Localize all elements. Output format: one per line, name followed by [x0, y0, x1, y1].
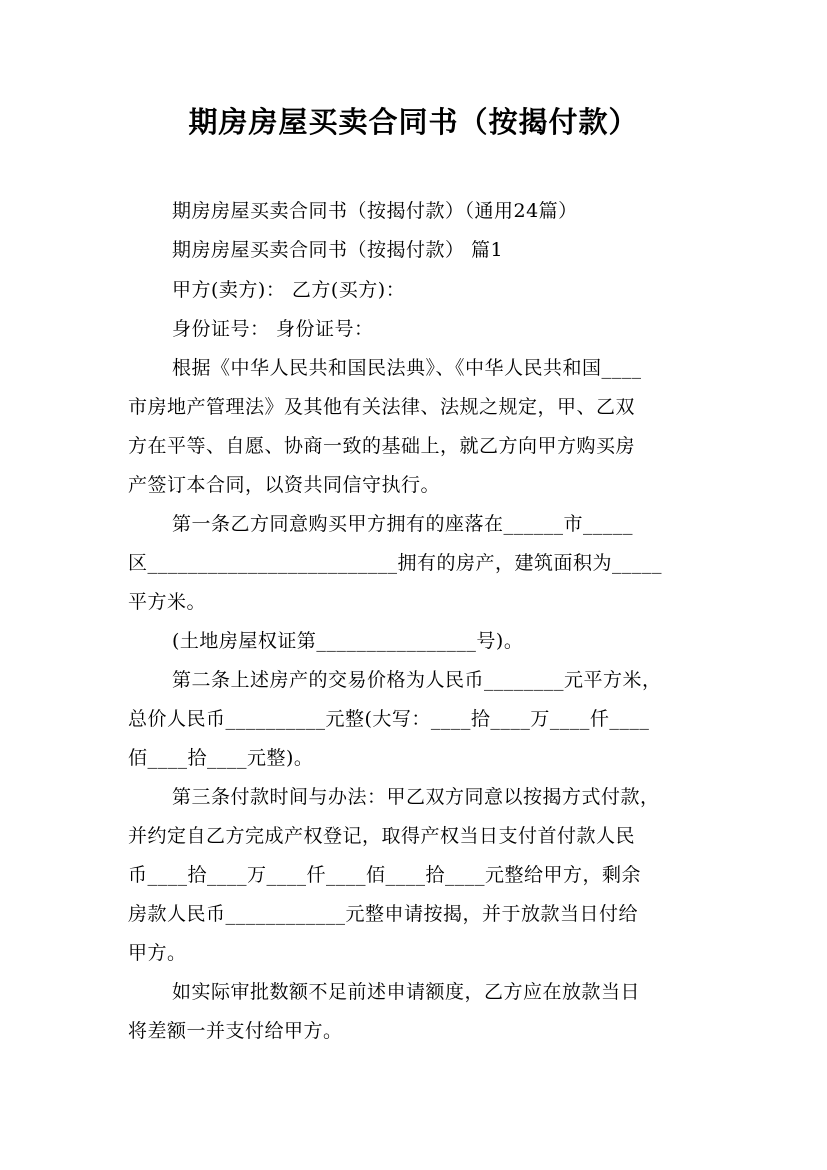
paragraph-line: 第一条乙方同意购买甲方拥有的座落在______市_____ — [172, 513, 634, 535]
paragraph-line: 根据《中华人民共和国民法典》、《中华人民共和国____ — [172, 357, 642, 379]
paragraph-line: 币____拾____万____仟____佰____拾____元整给甲方，剩余 — [128, 864, 642, 886]
paragraph-line: 佰____拾____元整)。 — [128, 747, 314, 769]
subtitle-collection: 期房房屋买卖合同书（按揭付款）（通用24篇） — [172, 200, 578, 222]
paragraph-line: 并约定自乙方完成产权登记，取得产权当日支付首付款人民 — [128, 825, 636, 847]
paragraph-line: 第二条上述房产的交易价格为人民币________元平方米， — [172, 669, 662, 691]
paragraph-line: 如实际审批数额不足前述申请额度，乙方应在放款当日 — [172, 981, 641, 1003]
paragraph-line: 将差额一并支付给甲方。 — [128, 1020, 343, 1042]
paragraph-line: 房款人民币____________元整申请按揭，并于放款当日付给 — [128, 903, 639, 925]
paragraph-line: 市房地产管理法》及其他有关法律、法规之规定，甲、乙双 — [128, 396, 636, 418]
document-title: 期房房屋买卖合同书（按揭付款） — [188, 105, 639, 139]
paragraph-line: (土地房屋权证第________________号)。 — [172, 630, 524, 652]
paragraph-line: 第三条付款时间与办法：甲乙双方同意以按揭方式付款， — [172, 786, 660, 808]
id-line: 身份证号： 身份证号： — [172, 318, 374, 340]
paragraph-line: 甲方。 — [128, 942, 187, 964]
paragraph-line: 产签订本合同，以资共同信守执行。 — [128, 474, 441, 496]
paragraph-line: 平方米。 — [128, 591, 207, 613]
party-line: 甲方(卖方)： 乙方(买方)： — [172, 279, 406, 301]
subtitle-article: 期房房屋买卖合同书（按揭付款） 篇1 — [172, 239, 504, 261]
paragraph-line: 区_________________________拥有的房产，建筑面积为_____ — [128, 552, 663, 574]
paragraph-line: 方在平等、自愿、协商一致的基础上，就乙方向甲方购买房 — [128, 435, 636, 457]
paragraph-line: 总价人民币__________元整(大写：____拾____万____仟____ — [128, 708, 650, 730]
